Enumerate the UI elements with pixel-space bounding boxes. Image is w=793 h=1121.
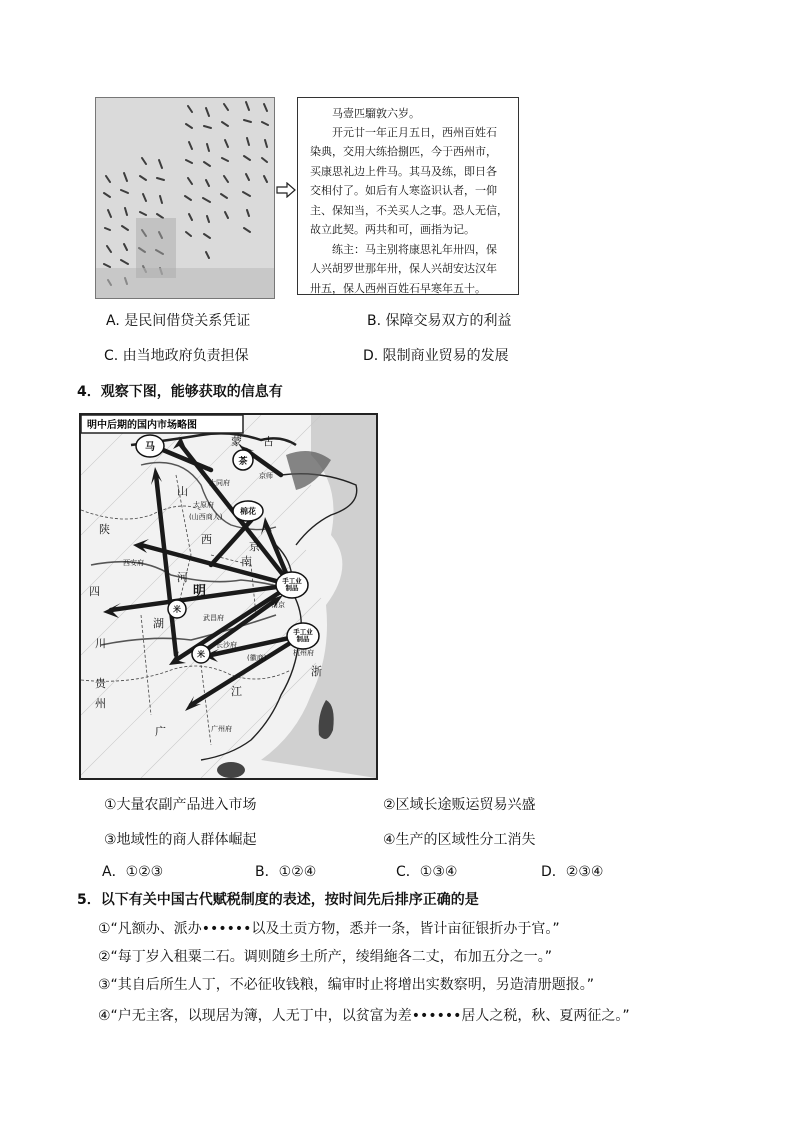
- q4-option-d[interactable]: D．②③④: [541, 864, 604, 880]
- map-region-meng: 蒙: [231, 435, 242, 448]
- map-region-si: 四: [89, 585, 100, 598]
- map-region-shan: 山: [177, 485, 188, 498]
- map-title: 明中后期的国内市场略图: [87, 420, 197, 431]
- map-label-cotton: 棉花: [240, 507, 256, 516]
- map-city-changsha: 长沙府: [216, 641, 237, 649]
- map-label-tea: 茶: [238, 457, 248, 467]
- map-city-datong: 大同府: [209, 479, 230, 487]
- transcript-line: 染典，交用大练拾捌匹，今于西州市，: [310, 145, 497, 158]
- map-label-handicraft-2: 手工业制品: [293, 628, 313, 643]
- q5-title: 5．以下有关中国古代赋税制度的表述，按时间先后排序正确的是: [77, 892, 479, 908]
- ming-market-map: [79, 413, 378, 780]
- map-city-taiyuan: 太原府: [193, 501, 214, 509]
- transcript-line: 卅五，保人西州百姓石早寒年五十。: [310, 282, 486, 295]
- map-label-rice-1: 米: [173, 605, 181, 614]
- transcript-line: 开元廿一年正月五日，西州百姓石: [332, 126, 497, 139]
- map-label-huizhou-merchant: (徽商): [247, 654, 267, 662]
- contract-manuscript-image: [95, 97, 275, 299]
- q5-item-3: ③“其自后所生人丁，不必征收钱粮，编审时止将增出实数察明，另造清册题报。”: [98, 977, 595, 993]
- map-city-beijing: 京师: [259, 472, 273, 480]
- q4-option-b[interactable]: B．①②④: [255, 864, 317, 880]
- map-region-jing: 京: [249, 540, 260, 553]
- map-city-hangzhou: 杭州府: [293, 649, 314, 657]
- map-label-rice-2: 米: [197, 650, 205, 659]
- q4-title: 4．观察下图，能够获取的信息有: [77, 384, 283, 400]
- q3-option-a[interactable]: A. 是民间借贷关系凭证: [106, 313, 251, 329]
- map-region-xi: 西: [201, 533, 212, 546]
- map-region-shaan: 陕: [99, 523, 110, 536]
- map-label-handicraft-1: 手工业制品: [282, 577, 302, 592]
- map-region-gui: 贵: [95, 677, 106, 690]
- q5-item-4: ④“户无主客，以现居为簿，人无丁中，以贫富为差••••••居人之税，秋、夏两征之。”: [98, 1008, 630, 1024]
- map-region-zhe: 浙: [311, 665, 322, 678]
- map-city-guangzhou: 广州府: [211, 725, 232, 733]
- q4-option-a[interactable]: A．①②③: [102, 864, 164, 880]
- map-label-shanxi-merchant: (山西商人): [189, 513, 223, 521]
- manuscript-texture: [96, 98, 274, 298]
- q4-option-c[interactable]: C．①③④: [396, 864, 458, 880]
- q3-option-b[interactable]: B. 保障交易双方的利益: [367, 313, 512, 329]
- q4-statement-1: ①大量农副产品进入市场: [104, 797, 257, 813]
- transcript-line: 马壹匹騮敦六岁。: [332, 107, 420, 120]
- q4-statement-4: ④生产的区域性分工消失: [383, 832, 536, 848]
- map-city-nanjing: 南京: [271, 601, 285, 609]
- map-region-hu: 湖: [153, 617, 164, 630]
- right-arrow-icon: [276, 182, 296, 198]
- transcript-line: 买康思礼边上件马。其马及练，即日各: [310, 165, 497, 178]
- map-label-horse: 马: [145, 442, 155, 453]
- q3-option-d[interactable]: D. 限制商业贸易的发展: [363, 348, 509, 364]
- q4-statement-2: ②区域长途贩运贸易兴盛: [383, 797, 536, 813]
- transcript-line: 练主：马主别将康思礼年卅四，保: [332, 243, 497, 256]
- map-drawing: [81, 415, 376, 778]
- transcript-line: 主、保知当，不关买人之事。恐人无信，: [310, 204, 508, 217]
- map-region-guang: 广: [155, 725, 166, 738]
- q3-option-c[interactable]: C. 由当地政府负责担保: [104, 348, 249, 364]
- transcript-line: 人兴胡罗世那年卅，保人兴胡安达汉年: [310, 262, 497, 275]
- map-region-he: 河: [177, 571, 188, 584]
- map-region-ming: 明: [193, 584, 207, 599]
- q5-item-1: ①“凡额办、派办••••••以及土贡方物，悉并一条，皆计亩征银折办于官。”: [98, 921, 560, 937]
- q4-statement-3: ③地域性的商人群体崛起: [104, 832, 257, 848]
- map-region-jiang: 江: [231, 685, 242, 698]
- transcript-line: 交相付了。如后有人寒盗识认者，一仰: [310, 184, 497, 197]
- contract-transcription-box: [297, 97, 519, 295]
- map-region-nan: 南: [241, 555, 252, 568]
- q5-item-2: ②“每丁岁入租粟二石。调则随乡土所产，绫绢絁各二丈，布加五分之一。”: [98, 949, 553, 965]
- map-city-wuchang: 武昌府: [203, 614, 224, 622]
- map-region-chuan: 川: [95, 637, 106, 650]
- map-region-gu: 古: [263, 435, 274, 448]
- map-city-xian: 西安府: [123, 559, 144, 567]
- transcript-line: 故立此契。两共和可，画指为记。: [310, 223, 475, 236]
- map-region-zhou: 州: [95, 697, 106, 710]
